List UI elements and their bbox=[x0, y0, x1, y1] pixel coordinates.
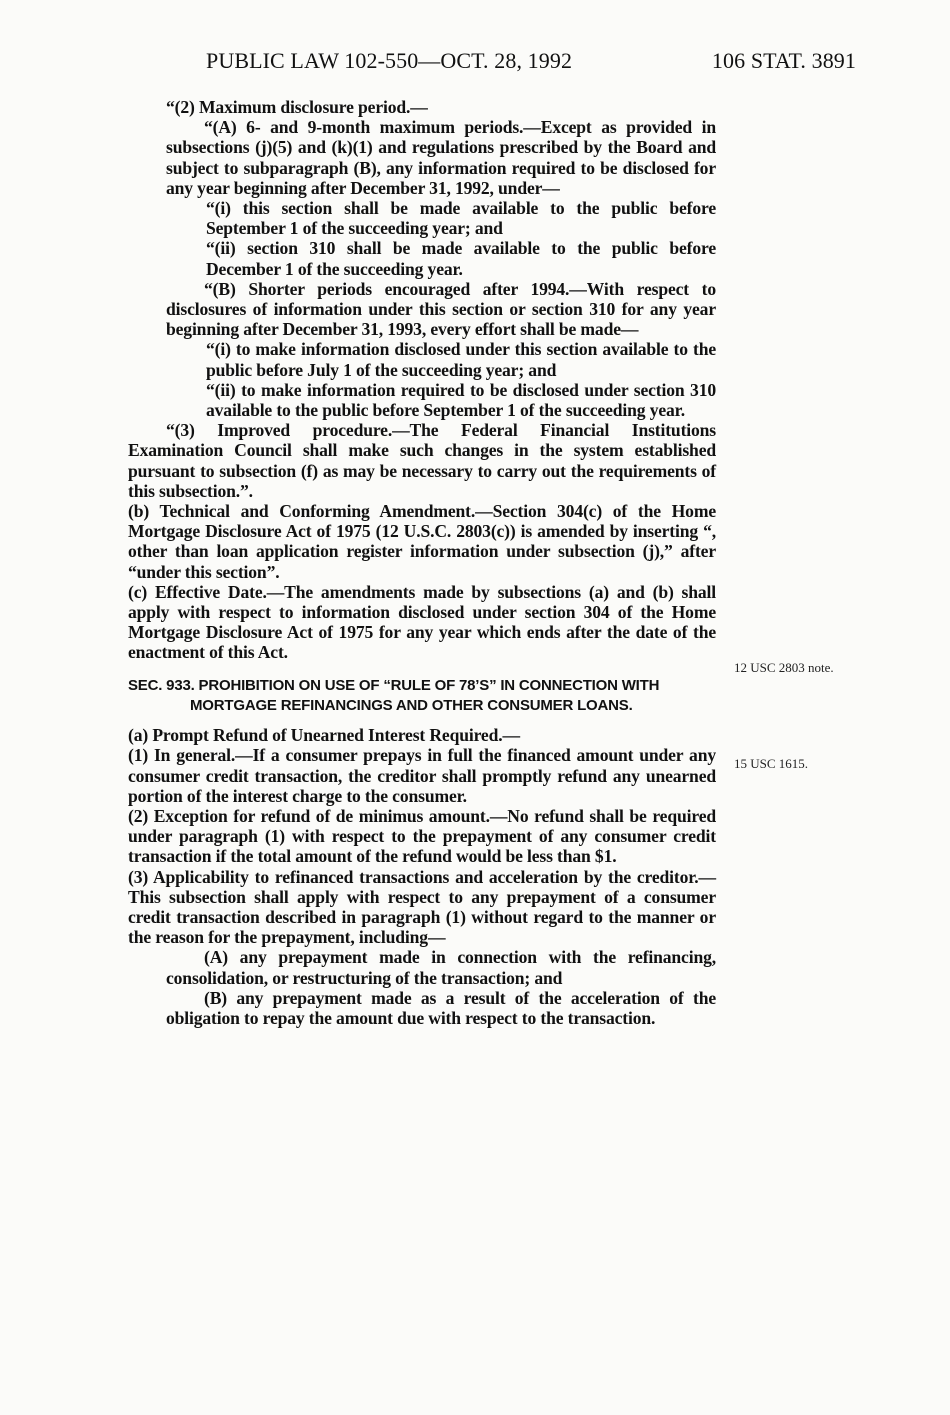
clause-i-this-section: “(i) this section shall be made available to the public before September 1 of the succeeding year; and bbox=[206, 198, 716, 239]
paragraph-shorter-periods: “(B) Shorter periods encouraged after 1994.—With respect to disclosures of information under this section or section 310 for any year beginning after December 31, 1993, every effort shall be made— bbox=[166, 278, 716, 340]
paragraph-applicability: (3) Applicability to refinanced transactions and acceleration by the creditor.—This subsection shall apply with respect to any prepayment of a consumer credit transaction described in paragraph (1) without regard to the manner or the reason for the prepayment, including— bbox=[128, 866, 716, 948]
paragraph-de-minimus: (2) Exception for refund of de minimus amount.—No refund shall be required under paragraph (1) with respect to the prepayment of any consumer credit transaction if the total amount of the refund would be less than $1. bbox=[128, 805, 716, 867]
page-header bbox=[206, 48, 856, 82]
paragraph-effective-date: (c) Effective Date.—The amendments made by subsections (a) and (b) shall apply with respect to information disclosed under section 304 of the Home Mortgage Disclosure Act of 1975 for any year which ends after the date of the enactment of this Act. bbox=[128, 581, 716, 663]
subparagraph-b-acceleration: (B) any prepayment made as a result of the acceleration of the obligation to repay the amount due with respect to the transaction. bbox=[166, 987, 716, 1028]
paragraph-max-disclosure-period: “(2) Maximum disclosure period.— bbox=[166, 97, 428, 117]
paragraph-in-general: (1) In general.—If a consumer prepays in full the financed amount under any consumer credit transaction, the creditor shall promptly refund any unearned portion of the interest charge to the consumer. bbox=[128, 745, 716, 806]
margin-note-15-usc: 15 USC 1615. bbox=[734, 756, 809, 771]
clause-ii-section-310: “(ii) section 310 shall be made available to the public before December 1 of the succeeding year. bbox=[206, 238, 716, 279]
margin-note-12-usc: 12 USC 2803 note. bbox=[734, 660, 834, 675]
paragraph-prompt-refund: (a) Prompt Refund of Unearned Interest Required.— bbox=[128, 725, 520, 746]
law-citation: PUBLIC LAW 102-550—OCT. 28, 1992 bbox=[206, 48, 573, 73]
clause-i-july-1: “(i) to make information disclosed under this section available to the public before July 1 of the succeeding year; and bbox=[206, 339, 716, 380]
subparagraph-a-refinancing: (A) any prepayment made in connection with the refinancing, consolidation, or restructuring of the transaction; and bbox=[166, 947, 716, 988]
statute-body bbox=[128, 97, 716, 1028]
section-933-heading: SEC. 933. PROHIBITION ON USE OF “RULE OF 78’S” IN CONNECTION WITH MORTGAGE REFINANCINGS AND OTHER CONSUMER LOANS. bbox=[128, 676, 660, 714]
clause-ii-september-1: “(ii) to make information required to be disclosed under section 310 available to the public before September 1 of the succeeding year. bbox=[206, 379, 716, 421]
statute-page-number: 106 STAT. 3891 bbox=[711, 48, 856, 73]
paragraph-6-9-month-periods: “(A) 6- and 9-month maximum periods.—Except as provided in subsections (j)(5) and (k)(1) and regulations prescribed by the Board and subject to subparagraph (B), any information required to be disclosed for any year beginning after December 31, 1992, under— bbox=[166, 117, 716, 198]
paragraph-technical-amendment: (b) Technical and Conforming Amendment.—Section 304(c) of the Home Mortgage Disclosure Act of 1975 (12 U.S.C. 2803(c)) is amended by inserting “, other than loan application register information under subsection (j),” after “under this section”. bbox=[128, 501, 716, 582]
paragraph-improved-procedure: “(3) Improved procedure.—The Federal Financial Institutions Examination Council shall make such changes in the system established pursuant to subsection (f) as may be necessary to carry out the requirements of this subsection.”. bbox=[128, 420, 716, 501]
